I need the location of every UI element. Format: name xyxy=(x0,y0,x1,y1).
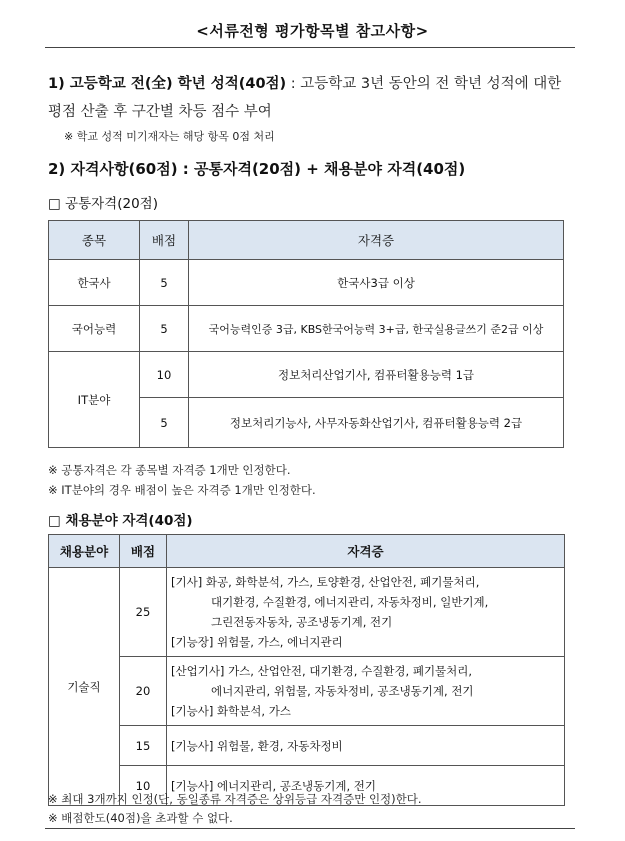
field-category: 기술직 xyxy=(49,568,120,806)
row-category: 국어능력 xyxy=(49,306,140,352)
cert-line: 에너지관리, 위험물, 자동차정비, 공조냉동기계, 전기 xyxy=(211,684,474,698)
row-score: 25 xyxy=(120,568,167,657)
field-notes xyxy=(48,790,422,828)
top-divider xyxy=(45,47,575,48)
row-score: 10 xyxy=(140,352,189,398)
header-cert: 자격증 xyxy=(167,535,565,568)
row-score: 5 xyxy=(140,398,189,448)
header-score: 배점 xyxy=(120,535,167,568)
cert-line: 그린전동자동차, 공조냉동기계, 전기 xyxy=(211,615,393,629)
row-cert: 한국사3급 이상 xyxy=(189,260,564,306)
row-certs xyxy=(167,657,565,726)
cert-line: [기능사] 에너지관리, 공조냉동기계, 전기 xyxy=(171,778,376,793)
cert-line: [산업기사] 가스, 산업안전, 대기환경, 수질환경, 폐기물처리, xyxy=(171,664,473,678)
row-score: 5 xyxy=(140,260,189,306)
common-notes xyxy=(48,460,316,500)
section1 xyxy=(48,70,578,148)
section2-heading: 2) 자격사항(60점) : 공통자격(20점) + 채용분야 자격(40점) xyxy=(48,160,466,178)
header-category: 종목 xyxy=(49,221,140,260)
cert-line: [기사] 화공, 화학분석, 가스, 토양환경, 산업안전, 폐기물처리, xyxy=(171,575,480,589)
table-row xyxy=(49,568,565,657)
common-note: ※ IT분야의 경우 배점이 높은 자격증 1개만 인정한다. xyxy=(48,483,316,497)
row-cert: 정보처리기능사, 사무자동화산업기사, 컴퓨터활용능력 2급 xyxy=(189,398,564,448)
header-cert: 자격증 xyxy=(189,221,564,260)
table-header-row xyxy=(49,221,564,260)
table-row xyxy=(49,657,565,726)
section1-note: ※ 학교 성적 미기재자는 해당 항목 0점 처리 xyxy=(64,130,275,143)
common-heading: □ 공통자격(20점) xyxy=(48,196,158,212)
cert-line: [기능사] 위험물, 환경, 자동차정비 xyxy=(171,738,343,753)
bottom-divider xyxy=(45,828,575,829)
row-score: 5 xyxy=(140,306,189,352)
row-cert: 국어능력인증 3급, KBS한국어능력 3+급, 한국실용글쓰기 준2급 이상 xyxy=(189,306,564,352)
table-header-row xyxy=(49,535,565,568)
table-row xyxy=(49,260,564,306)
field-note: ※ 배점한도(40점)을 초과할 수 없다. xyxy=(48,811,233,825)
field-qualification-table xyxy=(48,534,565,806)
row-score: 10 xyxy=(120,766,167,806)
cert-line: 대기환경, 수질환경, 에너지관리, 자동차정비, 일반기계, xyxy=(211,595,489,609)
section1-heading: 1) 고등학교 전(全) 학년 성적(40점) xyxy=(48,76,287,92)
row-score: 15 xyxy=(120,726,167,766)
row-category: 한국사 xyxy=(49,260,140,306)
common-qualification-table xyxy=(48,220,564,448)
cert-line: [기능사] 화학분석, 가스 xyxy=(171,704,291,718)
section1-description: : 고등학교 3년 동안의 전 학년 성적에 대한 평점 산출 후 구간별 차등 점수 부여 xyxy=(48,76,562,120)
field-note: ※ 최대 3개까지 인정(단, 동일종류 자격증은 상위등급 자격증만 인정)한다. xyxy=(48,792,422,806)
field-heading: □ 채용분야 자격(40점) xyxy=(48,513,193,529)
header-score: 배점 xyxy=(140,221,189,260)
row-certs xyxy=(167,726,565,766)
table-row xyxy=(49,726,565,766)
document-title: <서류전형 평가항목별 참고사항> xyxy=(196,22,429,40)
row-score: 20 xyxy=(120,657,167,726)
cert-line: [기능장] 위험물, 가스, 에너지관리 xyxy=(171,635,343,649)
row-certs xyxy=(167,568,565,657)
row-cert: 정보처리산업기사, 컴퓨터활용능력 1급 xyxy=(189,352,564,398)
table-row xyxy=(49,352,564,398)
table-row xyxy=(49,306,564,352)
common-note: ※ 공통자격은 각 종목별 자격증 1개만 인정한다. xyxy=(48,463,291,477)
header-field: 채용분야 xyxy=(49,535,120,568)
row-category: IT분야 xyxy=(49,352,140,448)
